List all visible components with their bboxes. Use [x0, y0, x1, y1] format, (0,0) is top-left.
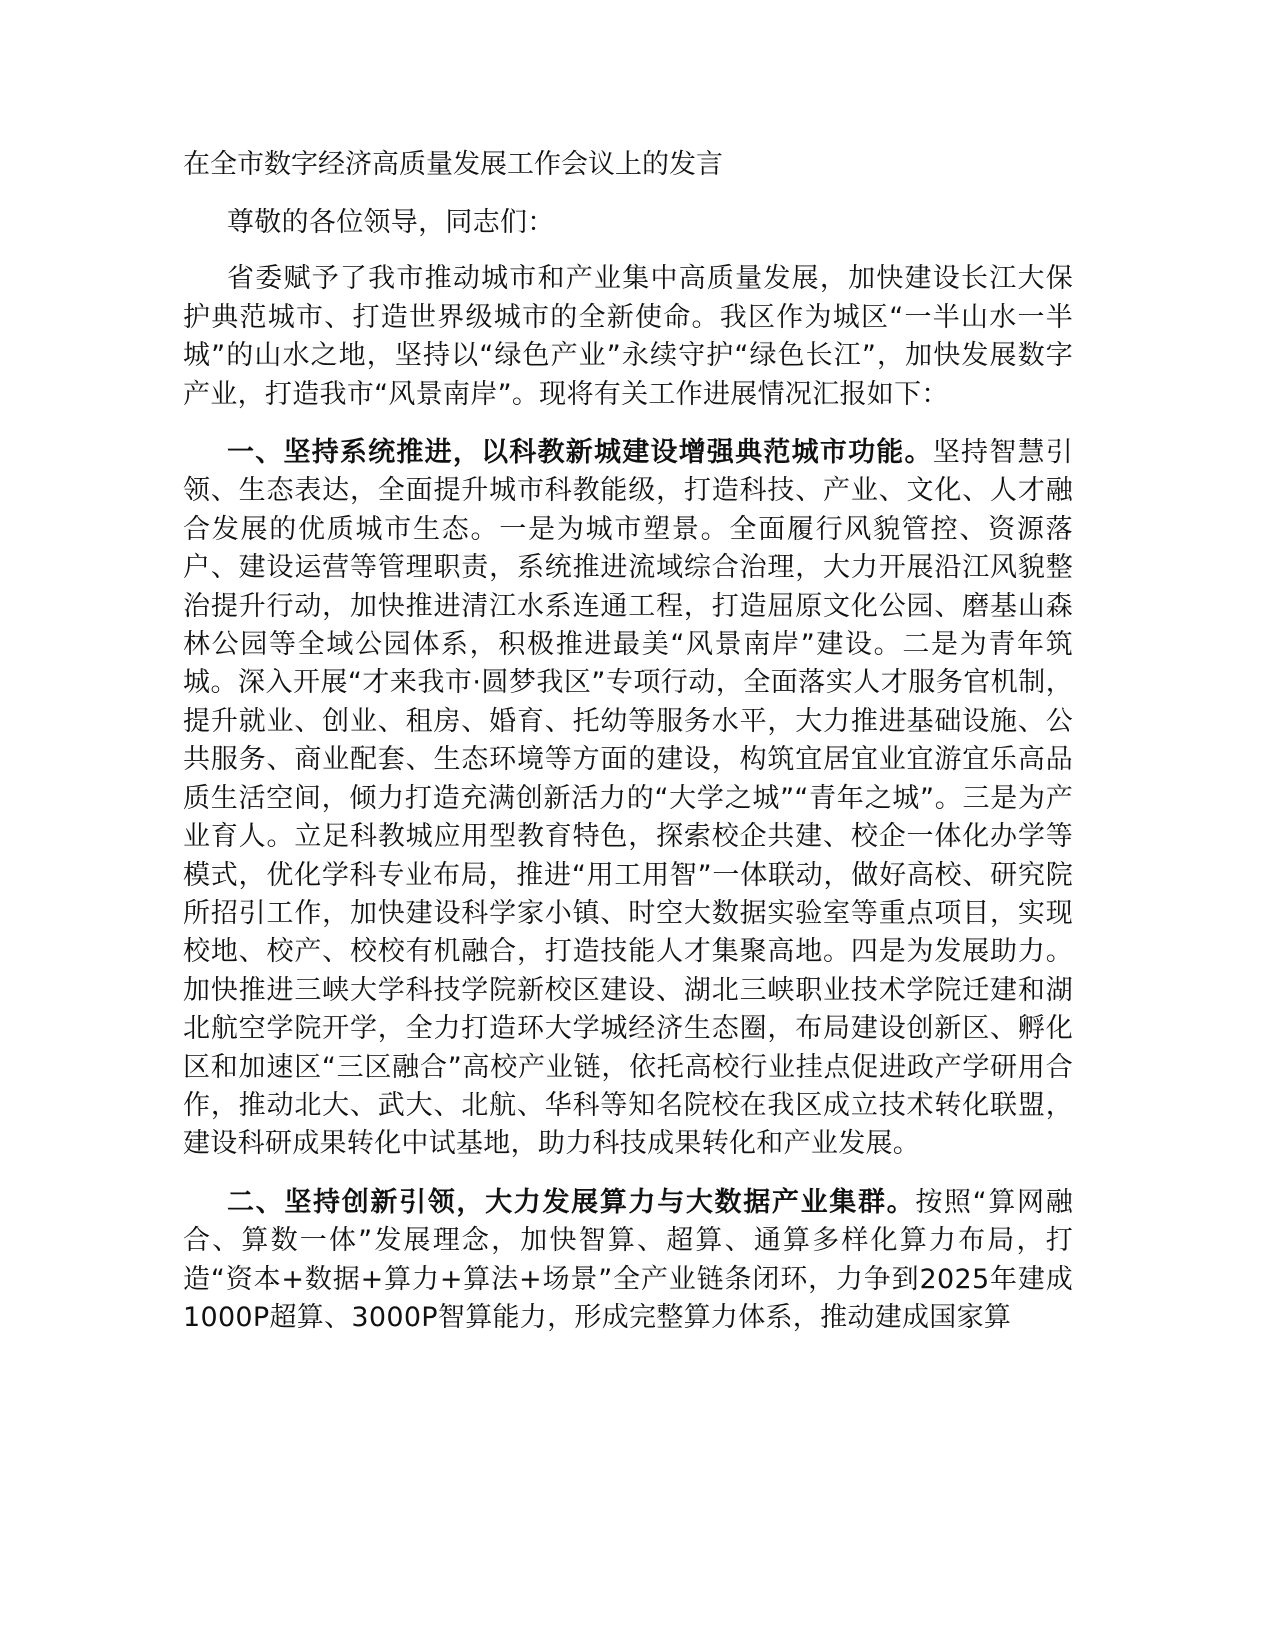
page-title: 在全市数字经济高质量发展工作会议上的发言 — [183, 149, 723, 180]
section-two-paragraph — [183, 1184, 1073, 1338]
section-one-heading: 一、坚持系统推进，以科教新城建设增强典范城市功能。 — [227, 437, 933, 469]
section-two-heading: 二、坚持创新引领，大力发展算力与大数据产业集群。 — [227, 1186, 916, 1218]
section-one-paragraph — [183, 434, 1073, 1164]
salutation: 尊敬的各位领导，同志们： — [227, 207, 555, 238]
document-content — [183, 146, 1073, 1357]
section-two-body: 按照“算网融合、算数一体”发展理念，加快智算、超算、通算多样化算力布局，打造“资本+数据+算力+算法+场景”全产业链条闭环，力争到2025年建成1000P超算、3000P智算能力，形成完整算力体系，推动建成国家算 — [183, 1186, 1073, 1333]
section-one-body: 坚持智慧引领、生态表达，全面提升城市科教能级，打造科技、产业、文化、人才融合发展的优质城市生态。一是为城市塑景。全面履行风貌管控、资源落户、建设运营等管理职责，系统推进流域综合治理，大力开展沿江风貌整治提升行动，加快推进清江水系连通工程，打造屈原文化公园、磨基山森林公园等全域公园体系，积极推进最美“风景南岸”建设。二是为青年筑城。深入开展“才来我市·圆梦我区”专项行动，全面落实人才服务官机制，提升就业、创业、租房、婚育、托幼等服务水平，大力推进基础设施、公共服务、商业配套、生态环境等方面的建设，构筑宜居宜业宜游宜乐高品质生活空间，倾力打造充满创新活力的“大学之城”“青年之城”。三是为产业育人。立足科教城应用型教育特色，探索校企共建、校企一体化办学等模式，优化学科专业布局，推进“用工用智”一体联动，做好高校、研究院所招引工作，加快建设科学家小镇、时空大数据实验室等重点项目，实现校地、校产、校校有机融合，打造技能人才集聚高地。四是为发展助力。加快推进三峡大学科技学院新校区建设、湖北三峡职业技术学院迁建和湖北航空学院开学，全力打造环大学城经济生态圈，布局建设创新区、孵化区和加速区“三区融合”高校产业链，依托高校行业挂点促进政产学研用合作，推动北大、武大、北航、华科等知名院校在我区成立技术转化联盟，建设科研成果转化中试基地，助力科技成果转化和产业发展。 — [183, 437, 1074, 1160]
intro-paragraph: 省委赋予了我市推动城市和产业集中高质量发展，加快建设长江大保护典范城市、打造世界级城市的全新使命。我区作为城区“一半山水一半城”的山水之地，坚持以“绿色产业”永续守护“绿色长江”，加快发展数字产业，打造我市“风景南岸”。现将有关工作进展情况汇报如下： — [183, 263, 1073, 410]
